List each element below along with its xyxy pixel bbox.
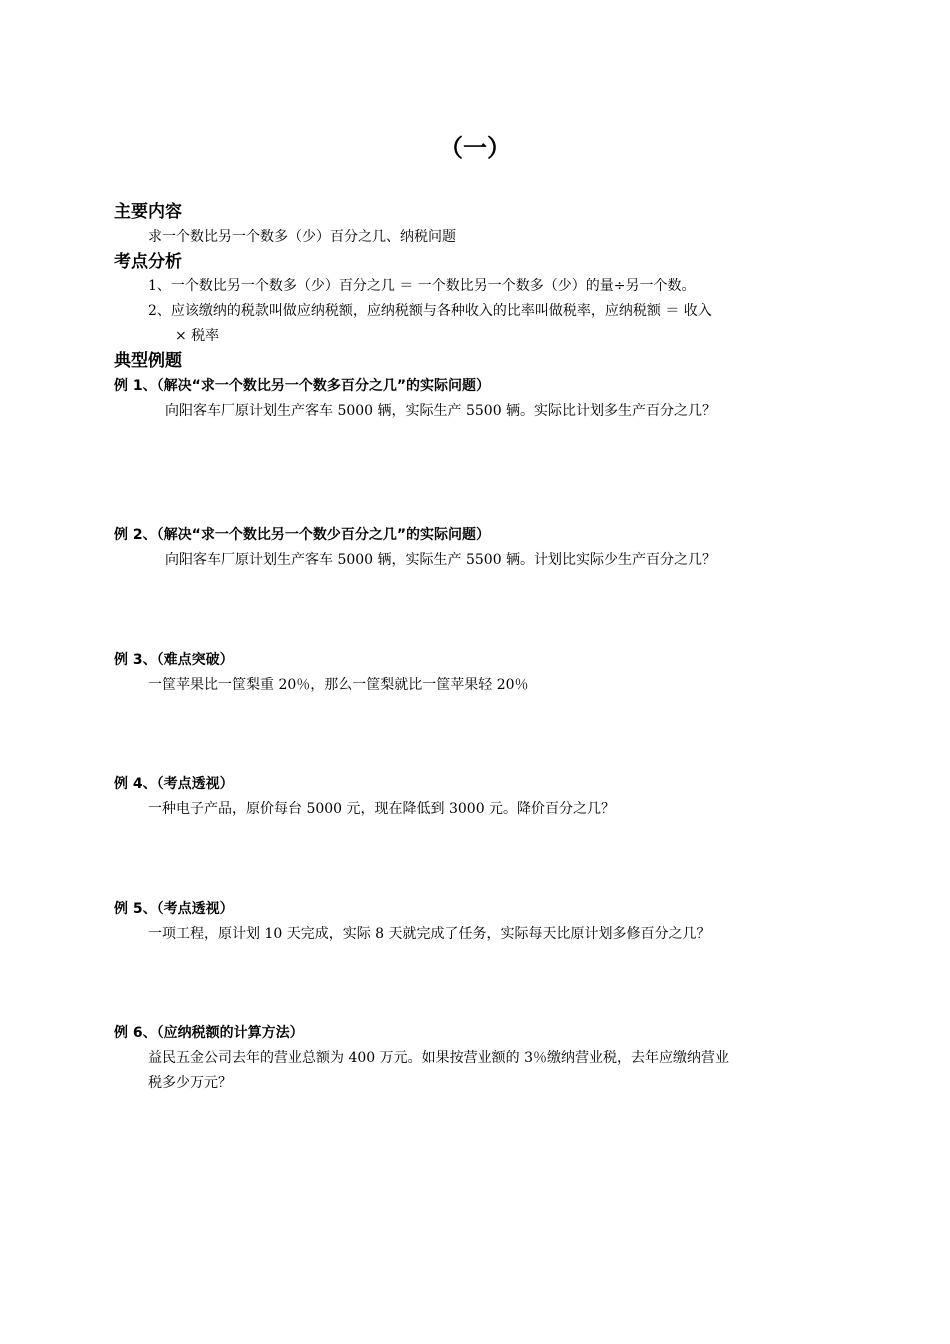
example-3-heading: 例 3、（难点突破） <box>114 652 234 668</box>
example-6-text-line-1: 益民五金公司去年的营业总额为 400 万元。如果按营业额的 3％缴纳营业税，去年应缴纳营业 <box>148 1050 729 1066</box>
main-content-text: 求一个数比另一个数多（少）百分之几、纳税问题 <box>148 229 456 245</box>
example-5-text: 一项工程，原计划 10 天完成，实际 8 天就完成了任务，实际每天比原计划多修百分之几？ <box>148 926 711 942</box>
example-4-heading: 例 4、（考点透视） <box>114 776 234 792</box>
example-4-text: 一种电子产品，原价每台 5000 元，现在降低到 3000 元。降价百分之几？ <box>148 801 616 817</box>
example-2-text: 向阳客车厂原计划生产客车 5000 辆，实际生产 5500 辆。计划比实际少生产百分之几？ <box>165 552 717 568</box>
example-6-heading: 例 6、（应纳税额的计算方法） <box>114 1025 304 1041</box>
example-1-heading: 例 1、（解决“求一个数比另一个数多百分之几”的实际问题） <box>114 378 491 394</box>
example-6-text-line-2: 税多少万元？ <box>148 1075 232 1091</box>
page-title: （一） <box>439 134 511 162</box>
analysis-item-1: 1、一个数比另一个数多（少）百分之几 ＝ 一个数比另一个数多（少）的量÷另一个数。 <box>148 278 696 294</box>
example-2-heading: 例 2、（解决“求一个数比另一个数少百分之几”的实际问题） <box>114 527 491 543</box>
analysis-item-2-line-2: × 税率 <box>175 328 220 344</box>
section-heading-analysis: 考点分析 <box>114 252 182 272</box>
analysis-item-2-line-1: 2、应该缴纳的税款叫做应纳税额，应纳税额与各种收入的比率叫做税率，应纳税额 ＝ 收入 <box>148 303 712 319</box>
example-1-text: 向阳客车厂原计划生产客车 5000 辆，实际生产 5500 辆。实际比计划多生产百分之几？ <box>165 403 717 419</box>
section-heading-main-content: 主要内容 <box>114 202 182 222</box>
section-heading-examples: 典型例题 <box>114 351 182 371</box>
example-5-heading: 例 5、（考点透视） <box>114 901 234 917</box>
example-3-text: 一筐苹果比一筐梨重 20％，那么一筐梨就比一筐苹果轻 20％ <box>148 677 529 693</box>
